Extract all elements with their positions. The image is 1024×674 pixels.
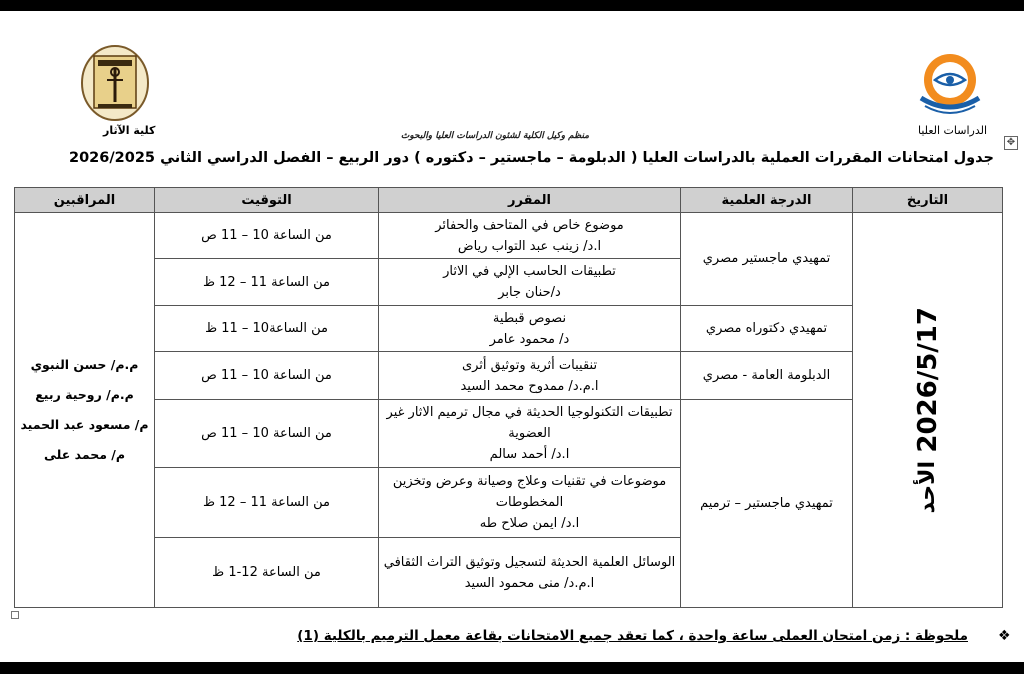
course-name: نصوص قبطية — [492, 310, 567, 326]
course-instructor: ا.م.د/ منى محمود السيد — [464, 575, 595, 591]
table-row — [15, 213, 1003, 259]
proctor-name: م.م/ حسن النبوي — [30, 357, 139, 372]
bottom-black-bar — [0, 662, 1024, 674]
exam-date: 2026/5/17 — [912, 306, 943, 453]
signature-text: منظم وكيل الكلية لشئون الدراسات العليا والبحوث — [400, 131, 590, 141]
course-cell — [379, 352, 681, 400]
faculty-archaeology-logo — [80, 44, 150, 122]
aswan-university-logo — [913, 50, 987, 122]
course-cell — [379, 538, 681, 608]
proctor-name: م/ محمد على — [43, 447, 126, 462]
time-cell: من الساعة 10 – 11 ص — [155, 213, 379, 259]
table-move-handle-icon[interactable]: ✥ — [1004, 136, 1018, 150]
time-cell: من الساعة 10 – 11 ص — [155, 352, 379, 400]
course-name: الوسائل العلمية الحديثة لتسجيل وتوثيق التراث الثقافي — [383, 554, 676, 570]
degree-cell: تمهيدي ماجستير مصري — [681, 213, 853, 306]
course-instructor: ا.م.د/ ممدوح محمد السيد — [460, 378, 599, 394]
course-cell — [379, 259, 681, 306]
course-cell — [379, 306, 681, 352]
page-title: جدول امتحانات المقررات العملية بالدراسات العليا ( الدبلومة – ماجستير – دكتوره ) دور الربيع – الفصل الدراسي الثاني 2026/2025 — [69, 150, 994, 166]
header-proctors: المراقبين — [15, 188, 155, 213]
header-date: التاريخ — [853, 188, 1003, 213]
proctor-name: م/ مسعود عبد الحميد — [20, 417, 149, 432]
course-name: تطبيقات التكنولوجيا الحديثة في مجال ترميم الاثار غير العضوية — [386, 405, 673, 441]
header-course: المقرر — [379, 188, 681, 213]
proctor-name: م.م/ روحية ربيع — [35, 387, 134, 402]
time-cell: من الساعة 10 – 11 ص — [155, 400, 379, 468]
time-cell: من الساعة10 – 11 ظ — [155, 306, 379, 352]
graduate-studies-label: الدراسات العليا — [918, 124, 987, 137]
exam-note: ملحوظة : زمن امتحان العملى ساعة واحدة ، كما تعقد جميع الامتحانات بقاعة معمل الترميم بالكلية (1) — [297, 628, 968, 644]
course-cell — [379, 400, 681, 468]
table-resize-handle[interactable] — [11, 611, 19, 619]
degree-cell: تمهيدي دكتوراه مصري — [681, 306, 853, 352]
course-cell — [379, 213, 681, 259]
time-cell: من الساعة 12-1 ظ — [155, 538, 379, 608]
degree-cell: تمهيدي ماجستير – ترميم — [681, 400, 853, 608]
course-instructor: ا.د/ زينب عبد التواب رياض — [457, 238, 602, 254]
top-black-bar — [0, 0, 1024, 11]
course-name: تنقيبات أثرية وتوثيق أثرى — [461, 357, 598, 373]
header-time: التوقيت — [155, 188, 379, 213]
course-instructor: ا.د/ أحمد سالم — [489, 447, 570, 462]
exam-schedule-table — [14, 187, 1003, 608]
course-instructor: ا.د/ ايمن صلاح طه — [479, 516, 580, 531]
course-instructor: د/ محمود عامر — [489, 331, 570, 347]
table-header-row — [15, 188, 1003, 213]
degree-cell: الدبلومة العامة - مصري — [681, 352, 853, 400]
date-cell — [853, 213, 1003, 608]
course-instructor: د/حنان جابر — [498, 285, 561, 300]
time-cell: من الساعة 11 – 12 ظ — [155, 259, 379, 306]
course-name: موضوعات في تقنيات وعلاج وصيانة وعرض وتخزين المخطوطات — [392, 474, 667, 510]
course-name: موضوع خاص في المتاحف والحفائر — [435, 217, 624, 233]
exam-day: الأحد — [915, 460, 940, 514]
note-bullet-icon: ❖ — [998, 628, 1011, 644]
faculty-name: كلية الآثار — [103, 124, 156, 137]
course-cell — [379, 468, 681, 538]
course-name: تطبيقات الحاسب الإلي في الاثار — [443, 264, 616, 279]
proctors-cell — [15, 213, 155, 608]
time-cell: من الساعة 11 – 12 ظ — [155, 468, 379, 538]
header-degree: الدرجة العلمية — [681, 188, 853, 213]
